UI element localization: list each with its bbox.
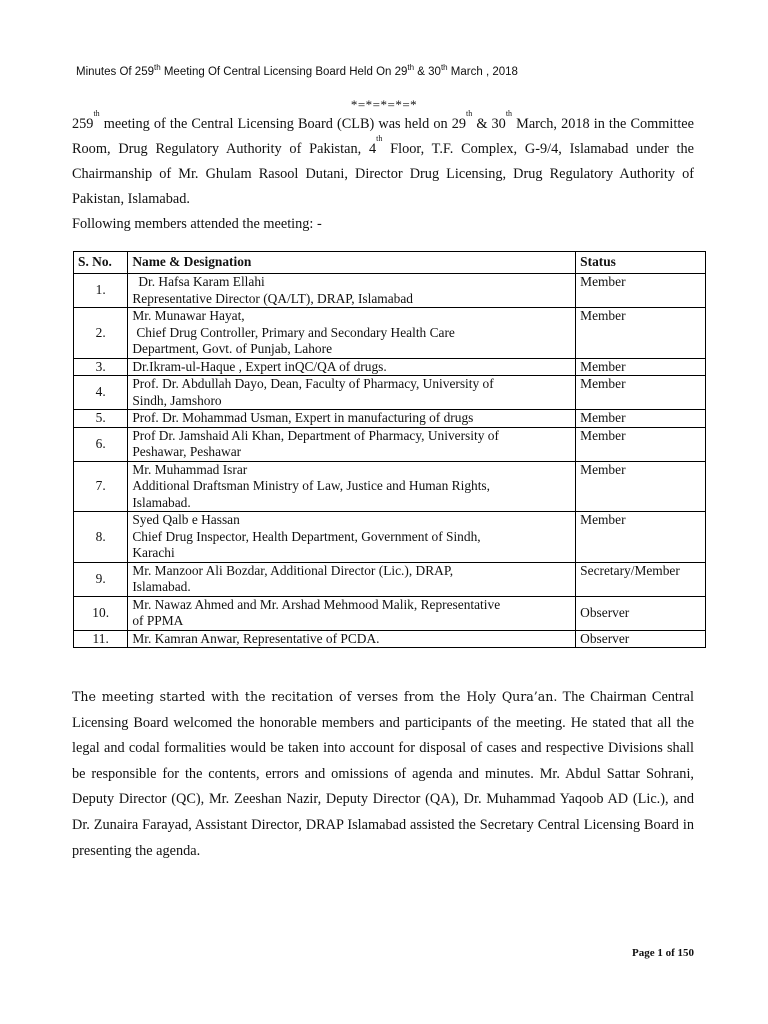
table-row	[74, 376, 706, 410]
title-sup: th	[153, 63, 161, 72]
closing-text: The Chairman Central Licensing Board welcomed the honorable members and participants of the meeting. He stated that all the legal and codal formalities would be taken into account for disposal of cases and respective Divisions shall be responsible for the contents, errors and omissions of agenda and minutes. Mr. Abdul Sattar Sohrani, Deputy Director (QC), Mr. Zeeshan Nazir, Deputy Director (QA), Dr. Muhammad Yaqoob AD (Lic.), and Dr. Zunaira Farayad, Assistant Director, DRAP Islamabad assisted the Secretary Central Licensing Board in presenting the agenda.	[72, 689, 694, 859]
row-status: Member	[576, 512, 706, 563]
intro-text: March, 2018 in the Committee Room, Drug Regulatory Authority of Pakistan, 4	[72, 116, 694, 157]
row-name-designation	[128, 461, 576, 512]
row-status: Member	[576, 308, 706, 359]
closing-paragraph	[72, 684, 694, 864]
row-name-designation	[128, 512, 576, 563]
name-line: Department, Govt. of Punjab, Lahore	[132, 341, 333, 356]
table-row	[74, 630, 706, 648]
intro-sup: th	[505, 109, 513, 118]
table-row	[74, 512, 706, 563]
title-text: & 30	[414, 66, 441, 78]
name-line: Peshawar, Peshawar	[132, 444, 242, 459]
name-line: Syed Qalb e Hassan	[132, 512, 240, 527]
name-line: Additional Draftsman Ministry of Law, Justice and Human Rights,	[132, 478, 490, 493]
row-number: 3.	[74, 358, 128, 376]
row-number: 4.	[74, 376, 128, 410]
row-name-designation	[128, 562, 576, 596]
row-status: Secretary/Member	[576, 562, 706, 596]
table-row	[74, 358, 706, 376]
row-name-designation	[128, 376, 576, 410]
row-name-designation	[128, 630, 576, 648]
table-row	[74, 461, 706, 512]
row-number: 7.	[74, 461, 128, 512]
name-line: Mr. Nawaz Ahmed and Mr. Arshad Mehmood Malik, Representative	[132, 596, 501, 612]
row-status: Observer	[576, 596, 706, 630]
title-text: Meeting Of Central Licensing Board Held On 29	[160, 66, 408, 78]
row-number: 10.	[74, 596, 128, 630]
intro-sup: th	[93, 109, 100, 118]
intro-section	[72, 109, 694, 237]
row-status: Member	[576, 410, 706, 428]
intro-sup: th	[376, 134, 383, 143]
intro-text: & 30	[472, 116, 506, 132]
row-name-designation	[128, 410, 576, 428]
row-number: 11.	[74, 630, 128, 648]
row-status: Member	[576, 376, 706, 410]
name-line: Islamabad.	[132, 579, 191, 594]
name-line: Prof. Dr. Mohammad Usman, Expert in manufacturing of drugs	[132, 410, 474, 425]
row-status: Member	[576, 274, 706, 308]
row-status: Observer	[576, 630, 706, 648]
column-header-name: Name & Designation	[128, 252, 576, 274]
title-sup: th	[440, 63, 448, 72]
intro-text: meeting of the Central Licensing Board (CLB) was held on 29	[99, 116, 467, 132]
table-row	[74, 596, 706, 630]
name-line: Chief Drug Inspector, Health Department, Government of Sindh,	[132, 528, 481, 544]
title-text: Minutes Of 259	[76, 66, 154, 78]
page-title	[76, 63, 696, 78]
name-line: Mr. Muhammad Israr	[132, 461, 248, 477]
row-number: 2.	[74, 308, 128, 359]
row-name-designation	[128, 308, 576, 359]
row-name-designation	[128, 358, 576, 376]
name-line: of PPMA	[132, 613, 184, 628]
table-row	[74, 308, 706, 359]
name-line: Mr. Manzoor Ali Bozdar, Additional Director (Lic.), DRAP,	[132, 562, 454, 578]
table-row	[74, 274, 706, 308]
name-line: Islamabad.	[132, 494, 191, 510]
row-number: 9.	[74, 562, 128, 596]
column-header-sno: S. No.	[74, 252, 128, 274]
title-separator: *=*=*=*=*	[350, 97, 418, 112]
row-name-designation	[128, 274, 576, 308]
title-sup: th	[407, 63, 415, 72]
intro-paragraph	[72, 109, 694, 212]
attendance-intro: Following members attended the meeting: -	[72, 216, 322, 232]
name-line: Sindh, Jamshoro	[132, 392, 222, 408]
row-number: 6.	[74, 427, 128, 461]
row-status: Member	[576, 358, 706, 376]
name-line: Mr. Munawar Hayat,	[132, 308, 245, 323]
row-name-designation	[128, 427, 576, 461]
row-name-designation	[128, 596, 576, 630]
intro-text: 259	[72, 116, 94, 132]
row-status: Member	[576, 461, 706, 512]
name-line: Representative Director (QA/LT), DRAP, Islamabad	[132, 290, 413, 306]
name-line: Mr. Kamran Anwar, Representative of PCDA.	[132, 630, 380, 646]
name-line: Prof. Dr. Abdullah Dayo, Dean, Faculty of Pharmacy, University of	[132, 376, 494, 391]
table-row	[74, 410, 706, 428]
row-number: 1.	[74, 274, 128, 308]
row-status: Member	[576, 427, 706, 461]
row-number: 8.	[74, 512, 128, 563]
name-line: Prof Dr. Jamshaid Ali Khan, Department of Pharmacy, University of	[132, 427, 499, 443]
intro-sup: th	[466, 109, 473, 118]
page-number: Page 1 of 150	[631, 947, 694, 959]
name-line: Chief Drug Controller, Primary and Secondary Health Care	[136, 324, 455, 340]
name-line: Karachi	[132, 545, 175, 560]
column-header-status: Status	[576, 252, 706, 274]
name-line: Dr.Ikram-ul-Haque , Expert inQC/QA of drugs.	[132, 358, 387, 374]
table-header-row	[74, 252, 706, 274]
closing-opening-sentence: The meeting started with the recitation of verses from the Holy Qura’an.	[72, 689, 558, 704]
row-number: 5.	[74, 410, 128, 428]
name-line: Dr. Hafsa Karam Ellahi	[138, 274, 265, 289]
intro-text: Floor, T.F. Complex, G-9/4, Islamabad under the Chairmanship of Mr. Ghulam Rasool Dutani, Director Drug Licensing, Drug Regulatory Authority of Pakistan, Islamabad.	[72, 141, 694, 207]
title-text: March , 2018	[447, 66, 518, 78]
table-row	[74, 562, 706, 596]
members-table	[73, 251, 706, 648]
table-row	[74, 427, 706, 461]
